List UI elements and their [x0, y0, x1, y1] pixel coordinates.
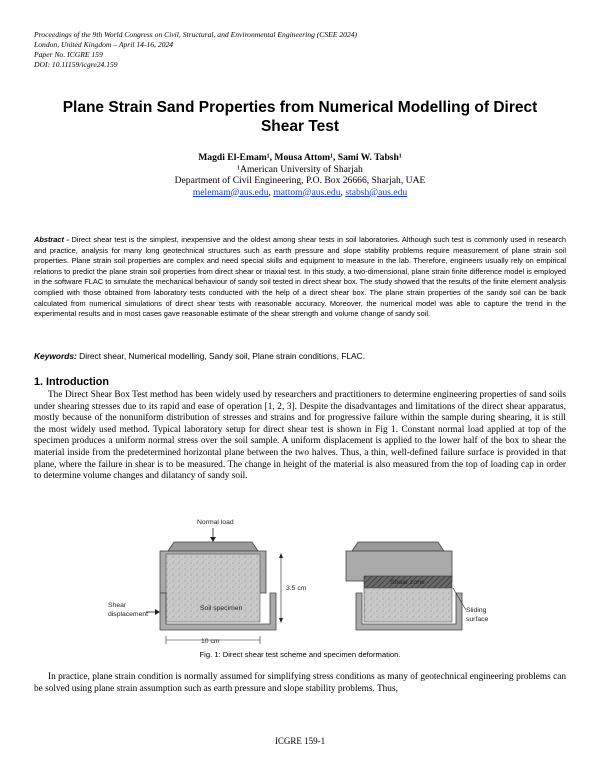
figure-caption: Fig. 1: Direct shear test scheme and specimen deformation.: [199, 650, 401, 659]
paper-number: Paper No. ICGRE 159: [34, 50, 103, 59]
page-footer: ICGRE 159-1: [274, 736, 326, 746]
email-link[interactable]: mattom@aus.edu: [273, 186, 341, 198]
affiliation-university: ¹American University of Sharjah: [237, 163, 363, 175]
abstract: [34, 235, 566, 320]
sliding-surface-label: Sliding: [466, 607, 487, 614]
email-separator: ,: [340, 186, 346, 198]
shear-displacement-label: Shear: [108, 602, 127, 609]
height-label: 3.5 cm: [286, 585, 307, 592]
author-block: [0, 152, 600, 198]
author-names: Magdi El-Emam¹, Mousa Attom¹, Sami W. Tabsh¹: [198, 152, 402, 163]
proceedings-line: Proceedings of the 9th World Congress on Civil, Structural, and Environmental Engineering (CSEE 2024): [34, 30, 358, 39]
left-shear-box: [146, 528, 283, 644]
shear-displacement-label: displacement: [108, 611, 149, 618]
proceedings-header: [34, 30, 357, 70]
intro-paragraph: The Direct Shear Box Test method has been widely used by researchers and practitioners to determine engineering properties of sand soils under shearing stresses due to its rapid and ease of operation [1, 2, 3]. Despite the disadvantages and limitations of the direct shear apparatus, mostly because of the nonuniform distribution of stresses and strains and for progressive failure within the sample during shearing, it is still the most widely used method. Typical laboratory setup for direct shear test is shown in Fig 1. Constant normal load applied at top of the specimen produces a uniform normal stress over the soil sample. A uniform displacement is applied to the lower half of the box to shear the material inside from the predetermined horizontal plane between the two halves. Thus, a thin, well-defined failure surface is provided in that plane, where the failure in shear is to be measured. The change in height of the material is also measured from the top of loading cap in order to determine volume changes and dilatancy of sandy soil.: [34, 390, 566, 482]
email-separator: ,: [268, 186, 274, 198]
abstract-text: Direct shear test is the simplest, inexpensive and the oldest among shear tests in soil laboratories. Although such test is commonly used in research and practice, analysis for many long geotechnical structures such as earth pressure and slope stability problems require measurement of plane strain soil properties. Plane strain soil properties are complex and need special skills and equipment to measure in the lab. Therefore, engineers usually rely on empirical relations to predict the plane strain soil properties from direct shear or triaxial test. In this study, a two-dimensional, plane strain finite difference model is employed in the software FLAC to simulate the mechanical behaviour of sandy soil tested in direct shear box. The study showed that the results of the finite element analysis complied with those obtained from laboratory tests conducted with the help of a direct shear box. The plane strain properties of the sandy soil can be back calculated from numerical simulations of direct shear tests with reasonable accuracy. Moreover, the numerical model was able to capture the trend in the experimental results and in most cases gave reasonable estimate of the shear strength and volume change of sandy soil.: [34, 235, 567, 319]
abstract-label: Abstract -: [34, 235, 69, 244]
normal-load-label: Normal load: [197, 519, 234, 526]
soil-specimen-label: Soil specimen: [200, 605, 243, 612]
conference-location: London, United Kingdom – April 14-16, 2024: [34, 40, 174, 49]
width-label: 10 cm: [201, 638, 220, 645]
body-paragraph: In practice, plane strain condition is normally assumed for simplifying stress conditions as many of geotechnical engineering problems can be solved using plane strain assumption such as earth pressure and slope stability problems. Thus,: [34, 672, 566, 694]
shear-zone-label: Shear zone: [390, 579, 425, 586]
affiliation-department: Department of Civil Engineering, P.O. Box 26666, Sharjah, UAE: [174, 175, 426, 186]
right-shear-box: [346, 542, 466, 630]
paper-title: Plane Strain Sand Properties from Numerical Modelling of Direct Shear Test: [62, 99, 538, 135]
email-link[interactable]: melemam@aus.edu: [192, 186, 269, 198]
keywords-label: Keywords:: [34, 351, 77, 361]
direct-shear-figure: [100, 508, 500, 648]
section-heading: 1. Introduction: [34, 376, 109, 388]
keywords-text: Direct shear, Numerical modelling, Sandy soil, Plane strain conditions, FLAC.: [76, 351, 365, 361]
doi: DOI: 10.11159/icgre24.159: [34, 60, 118, 69]
keywords: [34, 351, 566, 361]
sliding-surface-label: surface: [466, 616, 489, 623]
email-link[interactable]: stabsh@aus.edu: [345, 186, 408, 198]
author-emails: [0, 187, 600, 199]
